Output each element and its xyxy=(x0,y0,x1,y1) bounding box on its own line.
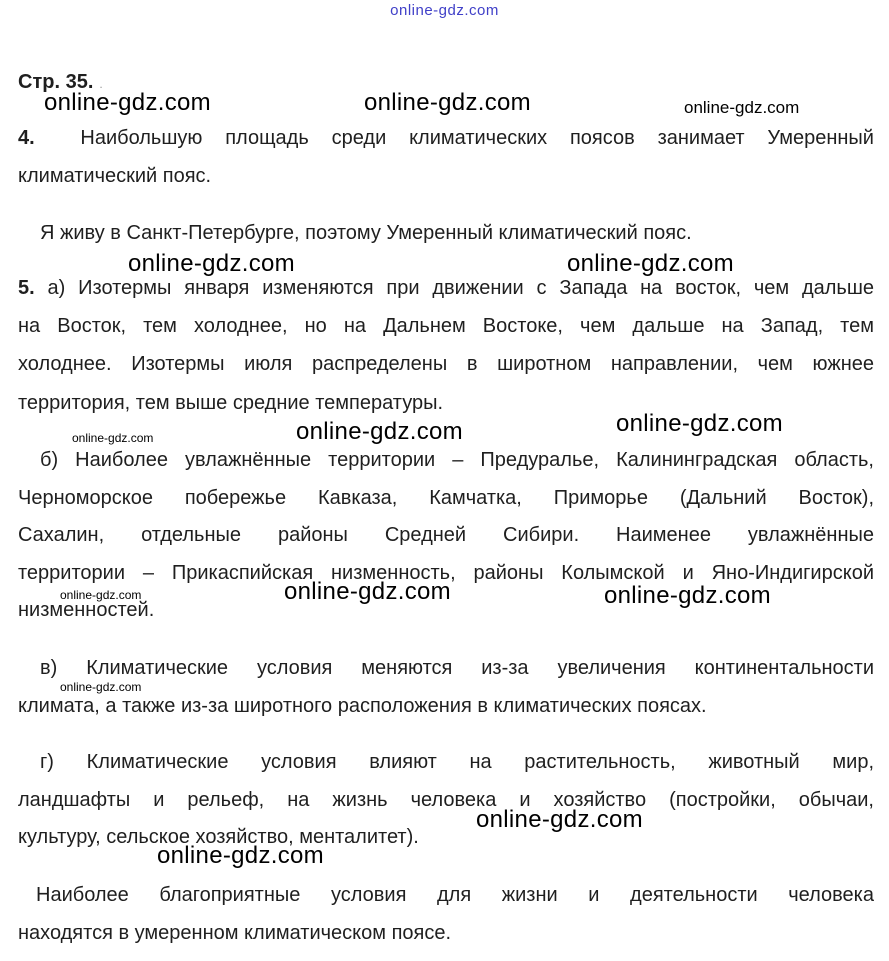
task5a-line-2: на Восток, тем холоднее, но на Дальнем Востоке, чем дальше на Запад, тем xyxy=(18,315,874,337)
task4-line-2: климатический пояс. xyxy=(18,165,212,187)
task5b-line-3: Сахалин, отдельные районы Средней Сибири. Наименее увлажнённые xyxy=(18,524,874,546)
task5b-line-5: низменностей. xyxy=(18,599,155,621)
conclusion-line-2: находятся в умеренном климатическом поясе. xyxy=(18,922,452,944)
watermark-9: online-gdz.com xyxy=(60,588,142,602)
task4-line-3: Я живу в Санкт-Петербурге, поэтому Умеренный климатический пояс. xyxy=(40,222,692,244)
task5a-line-4: территория, тем выше средние температуры. xyxy=(18,392,444,414)
watermark-7: online-gdz.com xyxy=(296,418,463,445)
watermark-2: online-gdz.com xyxy=(364,89,531,116)
page-ref-label: Стр. 35. xyxy=(18,71,94,93)
watermark-1: online-gdz.com xyxy=(44,89,211,116)
page-ref-mark: . xyxy=(99,77,103,91)
watermark-10: online-gdz.com xyxy=(284,578,451,605)
task5g-line-2: ландшафты и рельеф, на жизнь человека и хозяйство (постройки, обычаи, xyxy=(18,789,874,811)
watermark-13: online-gdz.com xyxy=(476,806,643,833)
task5v-line-1: в) Климатические условия меняются из-за увеличения континентальности xyxy=(40,657,874,679)
task5b-line-2: Черноморское побережье Кавказа, Камчатка, Приморье (Дальний Восток), xyxy=(18,487,874,509)
task5-number: 5. xyxy=(18,277,35,299)
task4-text-1: Наибольшую площадь среди климатических поясов занимает Умеренный xyxy=(80,127,874,149)
task5b-line-1: б) Наиболее увлажнённые территории – Предуралье, Калининградская область, xyxy=(40,449,874,471)
task5v-line-2: климата, а также из-за широтного расположения в климатических поясах. xyxy=(18,695,707,717)
task5a-line-1 xyxy=(18,276,874,300)
task5a-text-1: а) Изотермы января изменяются при движении с Запада на восток, чем дальше xyxy=(47,277,875,299)
task4-number: 4. xyxy=(18,127,35,149)
task5b-line-4: территории – Прикаспийская низменность, районы Колымской и Яно-Индигирской xyxy=(18,562,874,584)
task4-line-1 xyxy=(18,126,874,150)
watermark-6: online-gdz.com xyxy=(72,431,154,445)
watermark-12: online-gdz.com xyxy=(60,680,142,694)
watermark-4: online-gdz.com xyxy=(128,250,295,277)
watermark-3: online-gdz.com xyxy=(684,98,800,117)
task5g-line-1: г) Климатические условия влияют на растительность, животный мир, xyxy=(40,751,874,773)
header-watermark: online-gdz.com xyxy=(390,2,499,19)
task5g-line-3: культуру, сельское хозяйство, менталитет). xyxy=(18,826,419,848)
watermark-14: online-gdz.com xyxy=(157,842,324,869)
watermark-8: online-gdz.com xyxy=(616,410,783,437)
conclusion-line-1: Наиболее благоприятные условия для жизни и деятельности человека xyxy=(36,884,874,906)
watermark-11: online-gdz.com xyxy=(604,582,771,609)
task5a-line-3: холоднее. Изотермы июля распределены в широтном направлении, чем южнее xyxy=(18,353,874,375)
watermark-5: online-gdz.com xyxy=(567,250,734,277)
